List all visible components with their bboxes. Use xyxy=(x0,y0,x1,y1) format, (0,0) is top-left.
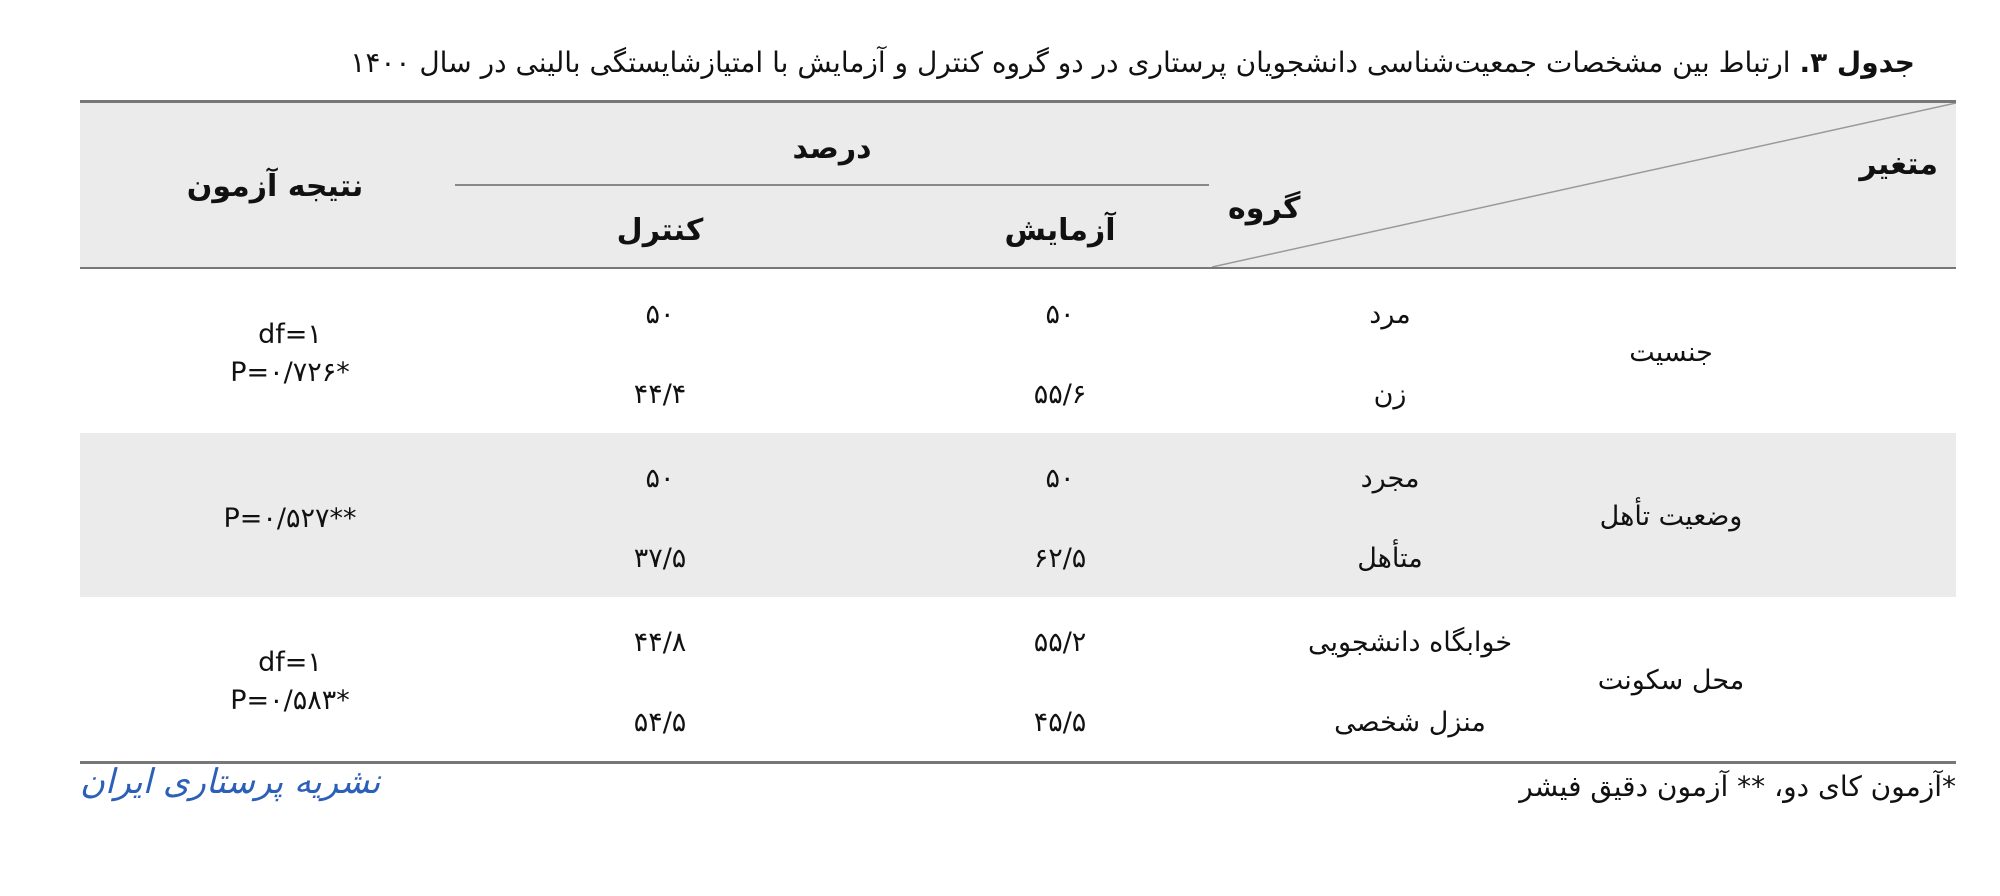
control-value: ۵۴/۵ xyxy=(633,707,687,738)
demographics-table xyxy=(80,100,1956,764)
control-value: ۳۷/۵ xyxy=(633,543,687,574)
journal-logo: نشریه پرستاری ایران xyxy=(80,762,381,802)
p-value: P=۰/۵۲۷** xyxy=(223,503,357,534)
df-value: df=۱ xyxy=(258,647,322,678)
group-label: مجرد xyxy=(1360,463,1420,494)
control-value: ۴۴/۴ xyxy=(633,379,687,410)
header-control: کنترل xyxy=(616,213,704,248)
df-value: df=۱ xyxy=(258,319,322,350)
group-label: متأهل xyxy=(1357,543,1423,574)
control-value: ۵۰ xyxy=(645,463,675,494)
table-footnote: *آزمون کای دو، ** آزمون دقیق فیشر xyxy=(1519,770,1956,803)
experiment-value: ۵۵/۲ xyxy=(1033,627,1087,658)
variable-marital-status: وضعیت تأهل xyxy=(1599,501,1743,532)
variable-gender: جنسیت xyxy=(1629,337,1713,368)
control-value: ۴۴/۸ xyxy=(633,627,687,658)
header-percent: درصد xyxy=(792,131,872,166)
experiment-value: ۵۰ xyxy=(1045,463,1075,494)
percent-underline xyxy=(455,184,1209,186)
variable-residence: محل سکونت xyxy=(1597,665,1745,696)
table-caption xyxy=(80,38,1915,88)
header-test-result: نتیجه آزمون xyxy=(186,169,364,204)
caption-label: جدول ۳. xyxy=(1799,46,1915,79)
experiment-value: ۵۰ xyxy=(1045,299,1075,330)
control-value: ۵۰ xyxy=(645,299,675,330)
p-value: P=۰/۷۲۶* xyxy=(230,357,350,388)
header-experiment: آزمایش xyxy=(1004,213,1116,248)
row-gender xyxy=(80,269,1956,433)
group-label: منزل شخصی xyxy=(1334,707,1486,738)
caption-text: ارتباط بین مشخصات جمعیت‌شناسی دانشجویان پرستاری در دو گروه کنترل و آزمایش با امتیازشایستگی بالینی در سال ۱۴۰۰ xyxy=(350,46,1791,79)
group-label: خوابگاه دانشجویی xyxy=(1307,627,1513,658)
row-marital-status xyxy=(80,433,1956,597)
experiment-value: ۴۵/۵ xyxy=(1033,707,1087,738)
group-label: زن xyxy=(1373,379,1407,410)
header-group: گروه xyxy=(1228,191,1301,226)
header-variable: متغیر xyxy=(1859,147,1938,182)
p-value: P=۰/۵۸۳* xyxy=(230,685,350,716)
row-residence xyxy=(80,597,1956,761)
table-header xyxy=(80,103,1956,269)
experiment-value: ۵۵/۶ xyxy=(1033,379,1087,410)
diagonal-divider xyxy=(1212,103,1956,267)
group-label: مرد xyxy=(1369,299,1411,330)
experiment-value: ۶۲/۵ xyxy=(1033,543,1087,574)
